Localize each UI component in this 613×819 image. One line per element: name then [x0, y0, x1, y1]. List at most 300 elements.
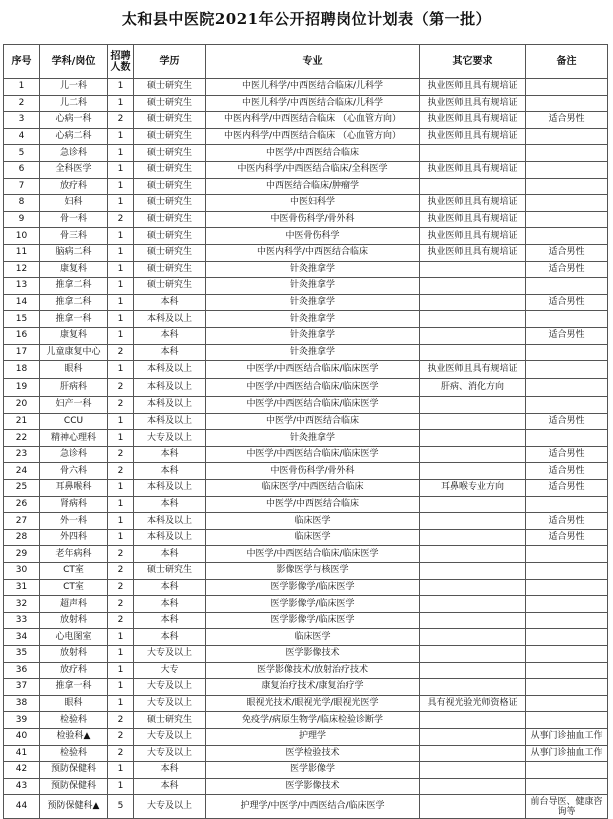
- cell-index: 10: [4, 228, 40, 245]
- cell-remarks: 适合男性: [526, 513, 608, 530]
- cell-major: 中医学/中西医结合临床/临床医学: [206, 397, 420, 414]
- header-department: 学科/岗位: [40, 45, 108, 79]
- cell-major: 医学影像技术: [206, 646, 420, 663]
- table-row: [4, 211, 608, 228]
- cell-remarks: [526, 712, 608, 729]
- cell-other-requirements: [420, 463, 526, 480]
- cell-major: 针灸推拿学: [206, 327, 420, 344]
- cell-count: 1: [108, 178, 134, 195]
- table-row: [4, 228, 608, 245]
- table-row: [4, 646, 608, 663]
- cell-education: 硕士研究生: [134, 95, 206, 112]
- cell-count: 1: [108, 294, 134, 311]
- cell-major: 医学影像技术: [206, 778, 420, 795]
- table-row: [4, 463, 608, 480]
- cell-other-requirements: [420, 344, 526, 361]
- cell-major: 中医学/中西医结合临床/临床医学: [206, 379, 420, 397]
- table-row: [4, 778, 608, 795]
- table-row: [4, 261, 608, 278]
- cell-department: 检验科: [40, 712, 108, 729]
- header-education: 学历: [134, 45, 206, 79]
- cell-index: 21: [4, 413, 40, 430]
- cell-count: 2: [108, 397, 134, 414]
- cell-department: 肝病科: [40, 379, 108, 397]
- cell-education: 大专及以上: [134, 745, 206, 762]
- document-title: 太和县中医院2021年公开招聘岗位计划表（第一批）: [121, 10, 492, 28]
- cell-count: 1: [108, 161, 134, 178]
- cell-department: 妇产一科: [40, 397, 108, 414]
- cell-education: 大专及以上: [134, 679, 206, 696]
- cell-remarks: [526, 178, 608, 195]
- cell-major: 中西医结合临床/肿瘤学: [206, 178, 420, 195]
- cell-department: 骨一科: [40, 211, 108, 228]
- table-row: [4, 529, 608, 546]
- table-row: [4, 361, 608, 379]
- cell-index: 38: [4, 695, 40, 712]
- cell-education: 本科及以上: [134, 413, 206, 430]
- cell-education: 本科: [134, 612, 206, 629]
- table-row: [4, 344, 608, 361]
- cell-major: 针灸推拿学: [206, 294, 420, 311]
- cell-education: 本科: [134, 579, 206, 596]
- cell-department: 眼科: [40, 361, 108, 379]
- cell-education: 本科及以上: [134, 529, 206, 546]
- cell-education: 大专及以上: [134, 728, 206, 745]
- cell-department: 推拿一科: [40, 679, 108, 696]
- cell-major: 护理学/中医学/中西医结合/临床医学: [206, 795, 420, 819]
- cell-index: 19: [4, 379, 40, 397]
- cell-education: 硕士研究生: [134, 161, 206, 178]
- cell-count: 1: [108, 513, 134, 530]
- cell-major: 中医学/中西医结合临床/临床医学: [206, 546, 420, 563]
- cell-education: 硕士研究生: [134, 128, 206, 145]
- cell-remarks: [526, 695, 608, 712]
- cell-education: 本科: [134, 596, 206, 613]
- cell-major: 中医学/中西医结合临床/临床医学: [206, 446, 420, 463]
- cell-remarks: [526, 195, 608, 212]
- cell-major: 影像医学与核医学: [206, 563, 420, 580]
- cell-remarks: 适合男性: [526, 463, 608, 480]
- cell-count: 2: [108, 112, 134, 129]
- cell-index: 7: [4, 178, 40, 195]
- table-row: [4, 278, 608, 295]
- table-row: [4, 430, 608, 447]
- cell-other-requirements: 执业医师且具有规培证: [420, 361, 526, 379]
- cell-major: 针灸推拿学: [206, 430, 420, 447]
- cell-remarks: [526, 596, 608, 613]
- cell-education: 本科及以上: [134, 361, 206, 379]
- cell-education: 硕士研究生: [134, 278, 206, 295]
- cell-major: 中医骨伤科学/骨外科: [206, 211, 420, 228]
- cell-index: 27: [4, 513, 40, 530]
- cell-index: 29: [4, 546, 40, 563]
- cell-count: 1: [108, 646, 134, 663]
- cell-major: 医学影像学: [206, 762, 420, 779]
- cell-count: 1: [108, 361, 134, 379]
- cell-major: 临床医学/中西医结合临床: [206, 480, 420, 497]
- cell-education: 硕士研究生: [134, 244, 206, 261]
- cell-count: 1: [108, 778, 134, 795]
- cell-major: 中医骨伤科学: [206, 228, 420, 245]
- header-index: 序号: [4, 45, 40, 79]
- cell-department: 骨三科: [40, 228, 108, 245]
- cell-index: 8: [4, 195, 40, 212]
- cell-count: 2: [108, 596, 134, 613]
- cell-department: 超声科: [40, 596, 108, 613]
- cell-department: 老年病科: [40, 546, 108, 563]
- cell-remarks: [526, 228, 608, 245]
- table-row: [4, 178, 608, 195]
- cell-education: 硕士研究生: [134, 712, 206, 729]
- cell-index: 23: [4, 446, 40, 463]
- cell-remarks: [526, 629, 608, 646]
- cell-major: 中医学/中西医结合临床/临床医学: [206, 361, 420, 379]
- table-row: [4, 795, 608, 819]
- cell-index: 37: [4, 679, 40, 696]
- cell-other-requirements: [420, 563, 526, 580]
- cell-department: 耳鼻喉科: [40, 480, 108, 497]
- cell-other-requirements: [420, 430, 526, 447]
- table-row: [4, 679, 608, 696]
- cell-department: CT室: [40, 563, 108, 580]
- cell-education: 本科: [134, 496, 206, 513]
- cell-major: 针灸推拿学: [206, 261, 420, 278]
- cell-education: 本科: [134, 327, 206, 344]
- cell-index: 40: [4, 728, 40, 745]
- cell-other-requirements: [420, 712, 526, 729]
- table-row: [4, 244, 608, 261]
- cell-education: 本科: [134, 463, 206, 480]
- cell-remarks: 适合男性: [526, 327, 608, 344]
- cell-other-requirements: [420, 327, 526, 344]
- cell-remarks: 适合男性: [526, 529, 608, 546]
- cell-department: 预防保健科▲: [40, 795, 108, 819]
- cell-index: 2: [4, 95, 40, 112]
- cell-major: 针灸推拿学: [206, 278, 420, 295]
- cell-education: 本科及以上: [134, 513, 206, 530]
- cell-major: 中医骨伤科学/骨外科: [206, 463, 420, 480]
- cell-index: 25: [4, 480, 40, 497]
- cell-department: 儿二科: [40, 95, 108, 112]
- cell-remarks: [526, 128, 608, 145]
- cell-department: 预防保健科: [40, 778, 108, 795]
- cell-remarks: [526, 612, 608, 629]
- cell-remarks: [526, 778, 608, 795]
- cell-education: 大专及以上: [134, 795, 206, 819]
- cell-education: 本科: [134, 629, 206, 646]
- cell-other-requirements: [420, 513, 526, 530]
- cell-count: 5: [108, 795, 134, 819]
- cell-remarks: [526, 397, 608, 414]
- table-row: [4, 161, 608, 178]
- table-row: [4, 712, 608, 729]
- cell-count: 1: [108, 195, 134, 212]
- cell-other-requirements: 执业医师且具有规培证: [420, 228, 526, 245]
- cell-department: 放射科: [40, 612, 108, 629]
- cell-other-requirements: [420, 446, 526, 463]
- cell-education: 硕士研究生: [134, 145, 206, 162]
- table-row: [4, 379, 608, 397]
- cell-index: 31: [4, 579, 40, 596]
- cell-other-requirements: 耳鼻喉专业方向: [420, 480, 526, 497]
- cell-department: 妇科: [40, 195, 108, 212]
- table-row: [4, 128, 608, 145]
- cell-other-requirements: 执业医师且具有规培证: [420, 195, 526, 212]
- cell-count: 2: [108, 446, 134, 463]
- cell-remarks: 适合男性: [526, 480, 608, 497]
- cell-count: 1: [108, 480, 134, 497]
- table-row: [4, 79, 608, 96]
- cell-major: 中医学/中西医结合临床: [206, 413, 420, 430]
- table-row: [4, 397, 608, 414]
- table-header-row: [4, 45, 608, 79]
- cell-index: 24: [4, 463, 40, 480]
- cell-department: 脑病二科: [40, 244, 108, 261]
- cell-remarks: [526, 361, 608, 379]
- cell-count: 1: [108, 496, 134, 513]
- cell-education: 硕士研究生: [134, 211, 206, 228]
- cell-count: 1: [108, 311, 134, 328]
- cell-index: 17: [4, 344, 40, 361]
- cell-index: 18: [4, 361, 40, 379]
- cell-department: 精神心理科: [40, 430, 108, 447]
- cell-remarks: [526, 662, 608, 679]
- cell-count: 1: [108, 327, 134, 344]
- table-row: [4, 145, 608, 162]
- cell-other-requirements: [420, 145, 526, 162]
- cell-other-requirements: [420, 413, 526, 430]
- cell-index: 20: [4, 397, 40, 414]
- cell-other-requirements: [420, 311, 526, 328]
- cell-remarks: [526, 145, 608, 162]
- cell-department: CCU: [40, 413, 108, 430]
- cell-index: 28: [4, 529, 40, 546]
- table-row: [4, 695, 608, 712]
- cell-department: 急诊科: [40, 446, 108, 463]
- cell-index: 43: [4, 778, 40, 795]
- cell-remarks: [526, 679, 608, 696]
- cell-index: 26: [4, 496, 40, 513]
- table-row: [4, 728, 608, 745]
- cell-count: 2: [108, 344, 134, 361]
- cell-department: 心病二科: [40, 128, 108, 145]
- table-body: [4, 79, 608, 819]
- cell-other-requirements: 执业医师且具有规培证: [420, 95, 526, 112]
- cell-other-requirements: [420, 579, 526, 596]
- cell-index: 1: [4, 79, 40, 96]
- cell-index: 12: [4, 261, 40, 278]
- cell-count: 2: [108, 546, 134, 563]
- cell-remarks: 适合男性: [526, 261, 608, 278]
- cell-other-requirements: 肝病、消化方向: [420, 379, 526, 397]
- cell-education: 大专及以上: [134, 695, 206, 712]
- cell-education: 硕士研究生: [134, 178, 206, 195]
- cell-remarks: [526, 161, 608, 178]
- cell-index: 44: [4, 795, 40, 819]
- cell-other-requirements: [420, 662, 526, 679]
- cell-education: 硕士研究生: [134, 261, 206, 278]
- cell-index: 6: [4, 161, 40, 178]
- cell-major: 中医儿科学/中西医结合临床/儿科学: [206, 95, 420, 112]
- cell-major: 中医内科学/中西医结合临床 （心血管方向）: [206, 128, 420, 145]
- table-row: [4, 662, 608, 679]
- cell-index: 35: [4, 646, 40, 663]
- cell-department: 眼科: [40, 695, 108, 712]
- cell-other-requirements: 执业医师且具有规培证: [420, 79, 526, 96]
- cell-major: 针灸推拿学: [206, 311, 420, 328]
- cell-other-requirements: 执业医师且具有规培证: [420, 244, 526, 261]
- cell-other-requirements: 执业医师且具有规培证: [420, 112, 526, 129]
- table-row: [4, 195, 608, 212]
- cell-education: 本科: [134, 762, 206, 779]
- cell-remarks: [526, 496, 608, 513]
- cell-remarks: 前台导医、健康咨询等: [526, 795, 608, 819]
- cell-department: 检验科: [40, 745, 108, 762]
- cell-remarks: [526, 95, 608, 112]
- cell-department: 推拿一科: [40, 311, 108, 328]
- cell-index: 36: [4, 662, 40, 679]
- cell-remarks: [526, 430, 608, 447]
- cell-education: 硕士研究生: [134, 195, 206, 212]
- cell-major: 医学检验技术: [206, 745, 420, 762]
- cell-department: 骨六科: [40, 463, 108, 480]
- cell-count: 1: [108, 244, 134, 261]
- cell-count: 1: [108, 629, 134, 646]
- cell-index: 11: [4, 244, 40, 261]
- cell-major: 康复治疗技术/康复治疗学: [206, 679, 420, 696]
- cell-index: 4: [4, 128, 40, 145]
- table-row: [4, 579, 608, 596]
- cell-department: 外四科: [40, 529, 108, 546]
- cell-department: 康复科: [40, 327, 108, 344]
- cell-index: 5: [4, 145, 40, 162]
- cell-education: 硕士研究生: [134, 563, 206, 580]
- cell-education: 大专: [134, 662, 206, 679]
- cell-other-requirements: [420, 795, 526, 819]
- cell-education: 硕士研究生: [134, 112, 206, 129]
- cell-remarks: [526, 79, 608, 96]
- cell-education: 本科: [134, 344, 206, 361]
- cell-major: 中医儿科学/中西医结合临床/儿科学: [206, 79, 420, 96]
- cell-major: 中医妇科学: [206, 195, 420, 212]
- cell-remarks: [526, 344, 608, 361]
- cell-remarks: 从事门诊抽血工作: [526, 745, 608, 762]
- cell-department: 肾病科: [40, 496, 108, 513]
- cell-major: 针灸推拿学: [206, 344, 420, 361]
- table-row: [4, 327, 608, 344]
- cell-count: 2: [108, 211, 134, 228]
- cell-department: 心电图室: [40, 629, 108, 646]
- cell-index: 30: [4, 563, 40, 580]
- table-row: [4, 95, 608, 112]
- cell-remarks: 适合男性: [526, 112, 608, 129]
- cell-remarks: 适合男性: [526, 294, 608, 311]
- cell-other-requirements: 执业医师且具有规培证: [420, 128, 526, 145]
- cell-index: 16: [4, 327, 40, 344]
- cell-other-requirements: 执业医师且具有规培证: [420, 161, 526, 178]
- cell-major: 免疫学/病原生物学/临床检验诊断学: [206, 712, 420, 729]
- cell-department: 推拿二科: [40, 278, 108, 295]
- cell-other-requirements: [420, 728, 526, 745]
- cell-remarks: [526, 563, 608, 580]
- cell-major: 中医内科学/中西医结合临床: [206, 244, 420, 261]
- cell-department: 心病一科: [40, 112, 108, 129]
- cell-remarks: [526, 762, 608, 779]
- cell-index: 42: [4, 762, 40, 779]
- cell-major: 医学影像学/临床医学: [206, 579, 420, 596]
- table-row: [4, 480, 608, 497]
- cell-count: 1: [108, 430, 134, 447]
- cell-education: 本科: [134, 546, 206, 563]
- cell-department: 检验科▲: [40, 728, 108, 745]
- cell-major: 医学影像学/临床医学: [206, 612, 420, 629]
- cell-remarks: 适合男性: [526, 244, 608, 261]
- cell-count: 1: [108, 413, 134, 430]
- cell-count: 1: [108, 679, 134, 696]
- cell-department: 预防保健科: [40, 762, 108, 779]
- table-row: [4, 563, 608, 580]
- cell-other-requirements: [420, 612, 526, 629]
- cell-index: 32: [4, 596, 40, 613]
- cell-index: 3: [4, 112, 40, 129]
- cell-count: 2: [108, 728, 134, 745]
- cell-other-requirements: 执业医师且具有规培证: [420, 211, 526, 228]
- cell-remarks: [526, 379, 608, 397]
- cell-index: 39: [4, 712, 40, 729]
- cell-major: 中医内科学/中西医结合临床 （心血管方向）: [206, 112, 420, 129]
- cell-count: 1: [108, 95, 134, 112]
- table-row: [4, 596, 608, 613]
- cell-remarks: [526, 278, 608, 295]
- table-row: [4, 513, 608, 530]
- cell-index: 34: [4, 629, 40, 646]
- cell-count: 1: [108, 128, 134, 145]
- cell-education: 本科: [134, 446, 206, 463]
- cell-other-requirements: 具有视光验光师资格证: [420, 695, 526, 712]
- cell-department: 放疗科: [40, 178, 108, 195]
- cell-count: 1: [108, 261, 134, 278]
- cell-other-requirements: [420, 778, 526, 795]
- cell-count: 1: [108, 278, 134, 295]
- cell-remarks: 适合男性: [526, 446, 608, 463]
- cell-remarks: [526, 546, 608, 563]
- cell-other-requirements: [420, 278, 526, 295]
- cell-other-requirements: [420, 178, 526, 195]
- cell-education: 硕士研究生: [134, 79, 206, 96]
- table-row: [4, 745, 608, 762]
- table-row: [4, 762, 608, 779]
- table-row: [4, 446, 608, 463]
- cell-count: 1: [108, 228, 134, 245]
- table-row: [4, 612, 608, 629]
- cell-count: 2: [108, 463, 134, 480]
- header-major: 专业: [206, 45, 420, 79]
- cell-other-requirements: [420, 261, 526, 278]
- cell-education: 本科及以上: [134, 379, 206, 397]
- recruitment-table: [3, 44, 608, 819]
- table-row: [4, 112, 608, 129]
- header-count: 招聘人数: [108, 45, 134, 79]
- cell-department: 儿童康复中心: [40, 344, 108, 361]
- cell-remarks: [526, 646, 608, 663]
- cell-remarks: [526, 211, 608, 228]
- cell-other-requirements: [420, 745, 526, 762]
- cell-index: 9: [4, 211, 40, 228]
- cell-major: 临床医学: [206, 513, 420, 530]
- cell-count: 2: [108, 612, 134, 629]
- cell-remarks: [526, 579, 608, 596]
- table-row: [4, 294, 608, 311]
